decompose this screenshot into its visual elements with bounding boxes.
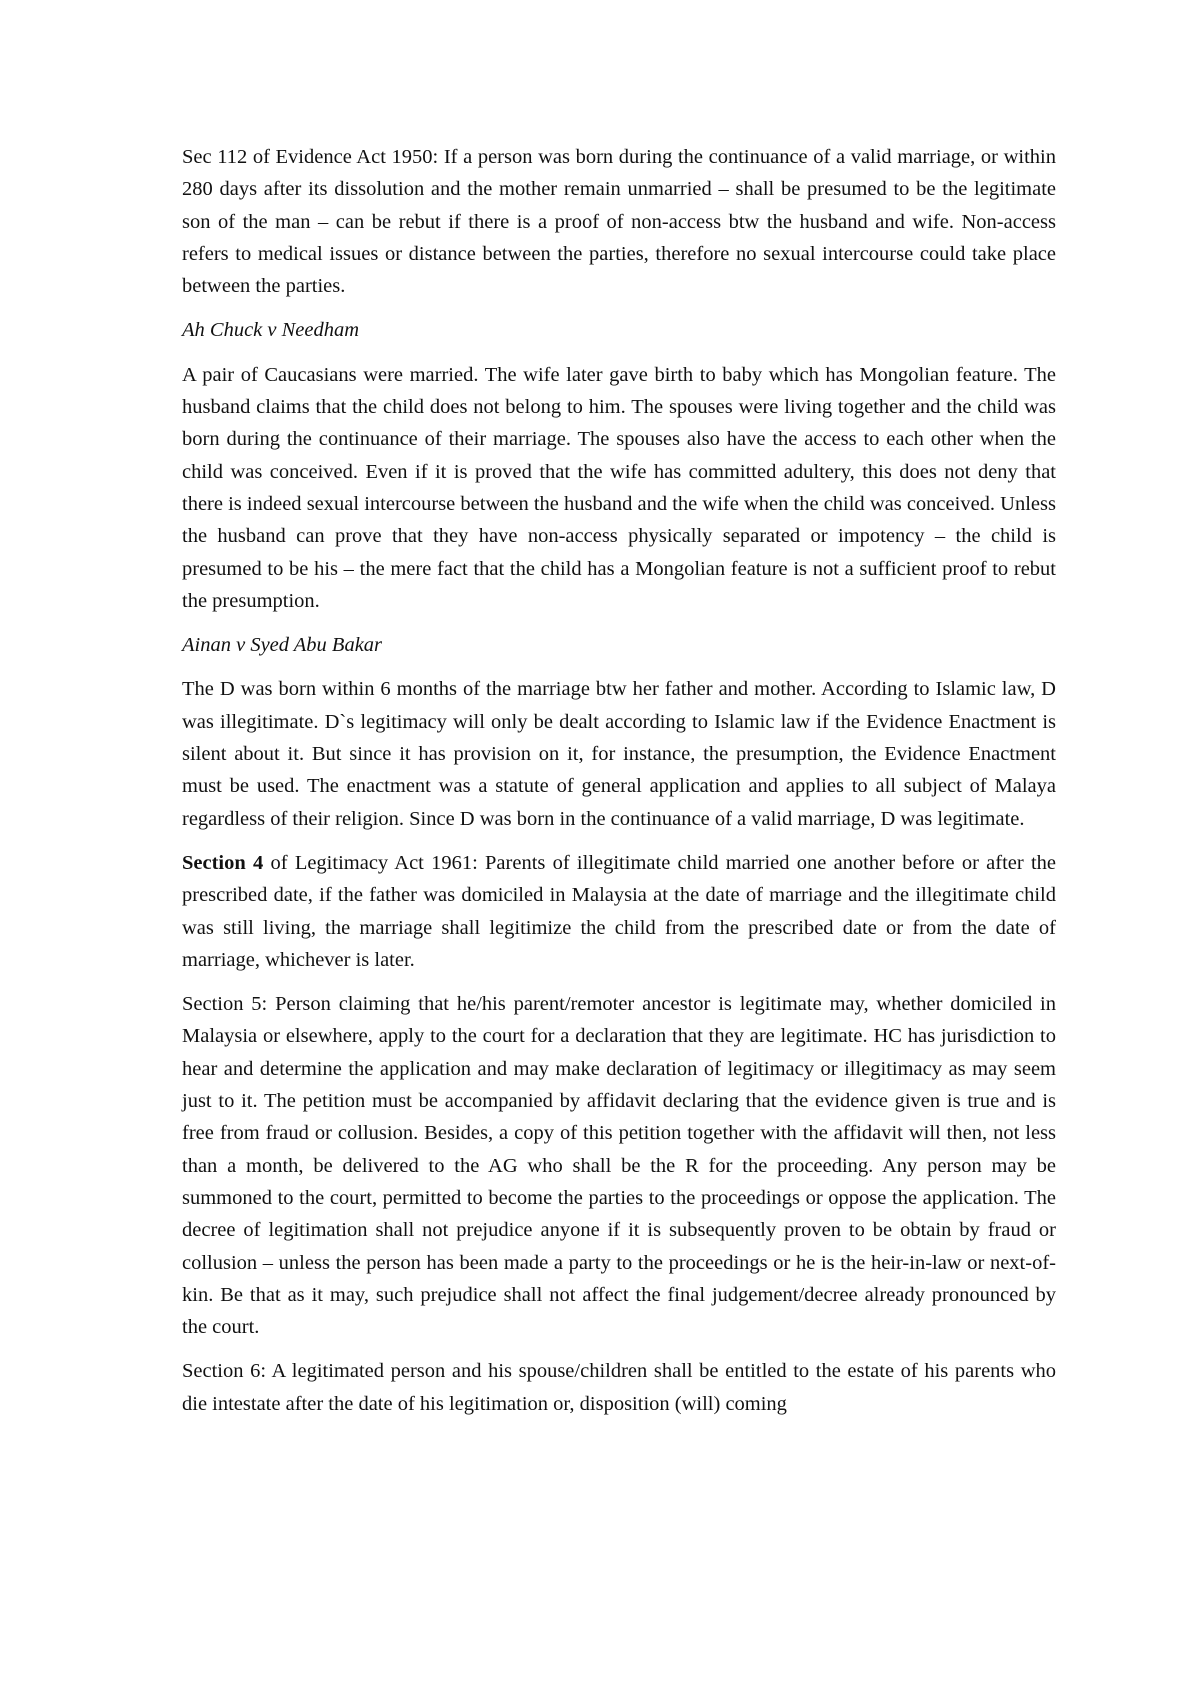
case-title-ah-chuck: Ah Chuck v Needham — [182, 319, 360, 342]
case-summary-ainan: The D was born within 6 months of the marriage btw her father and mother. According to Islamic law, D was illegitimate. D`s legitimacy will only be dealt according to Islamic law if the Evidence Enactment is silent about it. But since it has provision on it, for instance, the presumption, the Evidence Enactment must be used. The enactment was a statute of general application and applies to all subject of Malaya regardless of their religion. Since D was born in the continuance of a valid marriage, D was legitimate. — [182, 678, 1056, 830]
section-6-paragraph: Section 6: A legitimated person and his spouse/children shall be entitled to the estate of his parents who die intestate after the date of his legitimation or, disposition (will) coming — [182, 1360, 1056, 1415]
section-4-text: of Legitimacy Act 1961: Parents of illegitimate child married one another before or after the prescribed date, if the father was domiciled in Malaysia at the date of marriage and the illegitimate child was still living, the marriage shall legitimize the child from the prescribed date or from the date of marriage, whichever is later. — [182, 851, 1056, 971]
section-4-label: Section 4 — [182, 851, 264, 874]
document-page — [182, 141, 1056, 1420]
section-4-paragraph — [182, 847, 1056, 976]
case-title-ainan: Ainan v Syed Abu Bakar — [182, 634, 383, 657]
case-summary-ah-chuck: A pair of Caucasians were married. The wife later gave birth to baby which has Mongolian feature. The husband claims that the child does not belong to him. The spouses were living together and the child was born during the continuance of their marriage. The spouses also have the access to each other when the child was conceived. Even if it is proved that the wife has committed adultery, this does not deny that there is indeed sexual intercourse between the husband and the wife when the child was conceived. Unless the husband can prove that they have non-access physically separated or impotency – the child is presumed to be his – the mere fact that the child has a Mongolian feature is not a sufficient proof to rebut the presumption. — [182, 363, 1056, 612]
section-5-paragraph: Section 5: Person claiming that he/his parent/remoter ancestor is legitimate may, whether domiciled in Malaysia or elsewhere, apply to the court for a declaration that they are legitimate. HC has jurisdiction to hear and determine the application and may make declaration of legitimacy or illegitimacy as may seem just to it. The petition must be accompanied by affidavit declaring that the evidence given is true and is free from fraud or collusion. Besides, a copy of this petition together with the affidavit will then, not less than a month, be delivered to the AG who shall be the R for the proceeding. Any person may be summoned to the court, permitted to become the parties to the proceedings or oppose the application. The decree of legitimation shall not prejudice anyone if it is subsequently proven to be obtain by fraud or collusion – unless the person has been made a party to the proceedings or he is the heir-in-law or next-of-kin. Be that as it may, such prejudice shall not affect the final judgement/decree already pronounced by the court. — [182, 993, 1056, 1339]
section-112-paragraph: Sec 112 of Evidence Act 1950: If a person was born during the continuance of a valid marriage, or within 280 days after its dissolution and the mother remain unmarried – shall be presumed to be the legitimate son of the man – can be rebut if there is a proof of non-access btw the husband and wife. Non-access refers to medical issues or distance between the parties, therefore no sexual intercourse could take place between the parties. — [182, 146, 1056, 298]
